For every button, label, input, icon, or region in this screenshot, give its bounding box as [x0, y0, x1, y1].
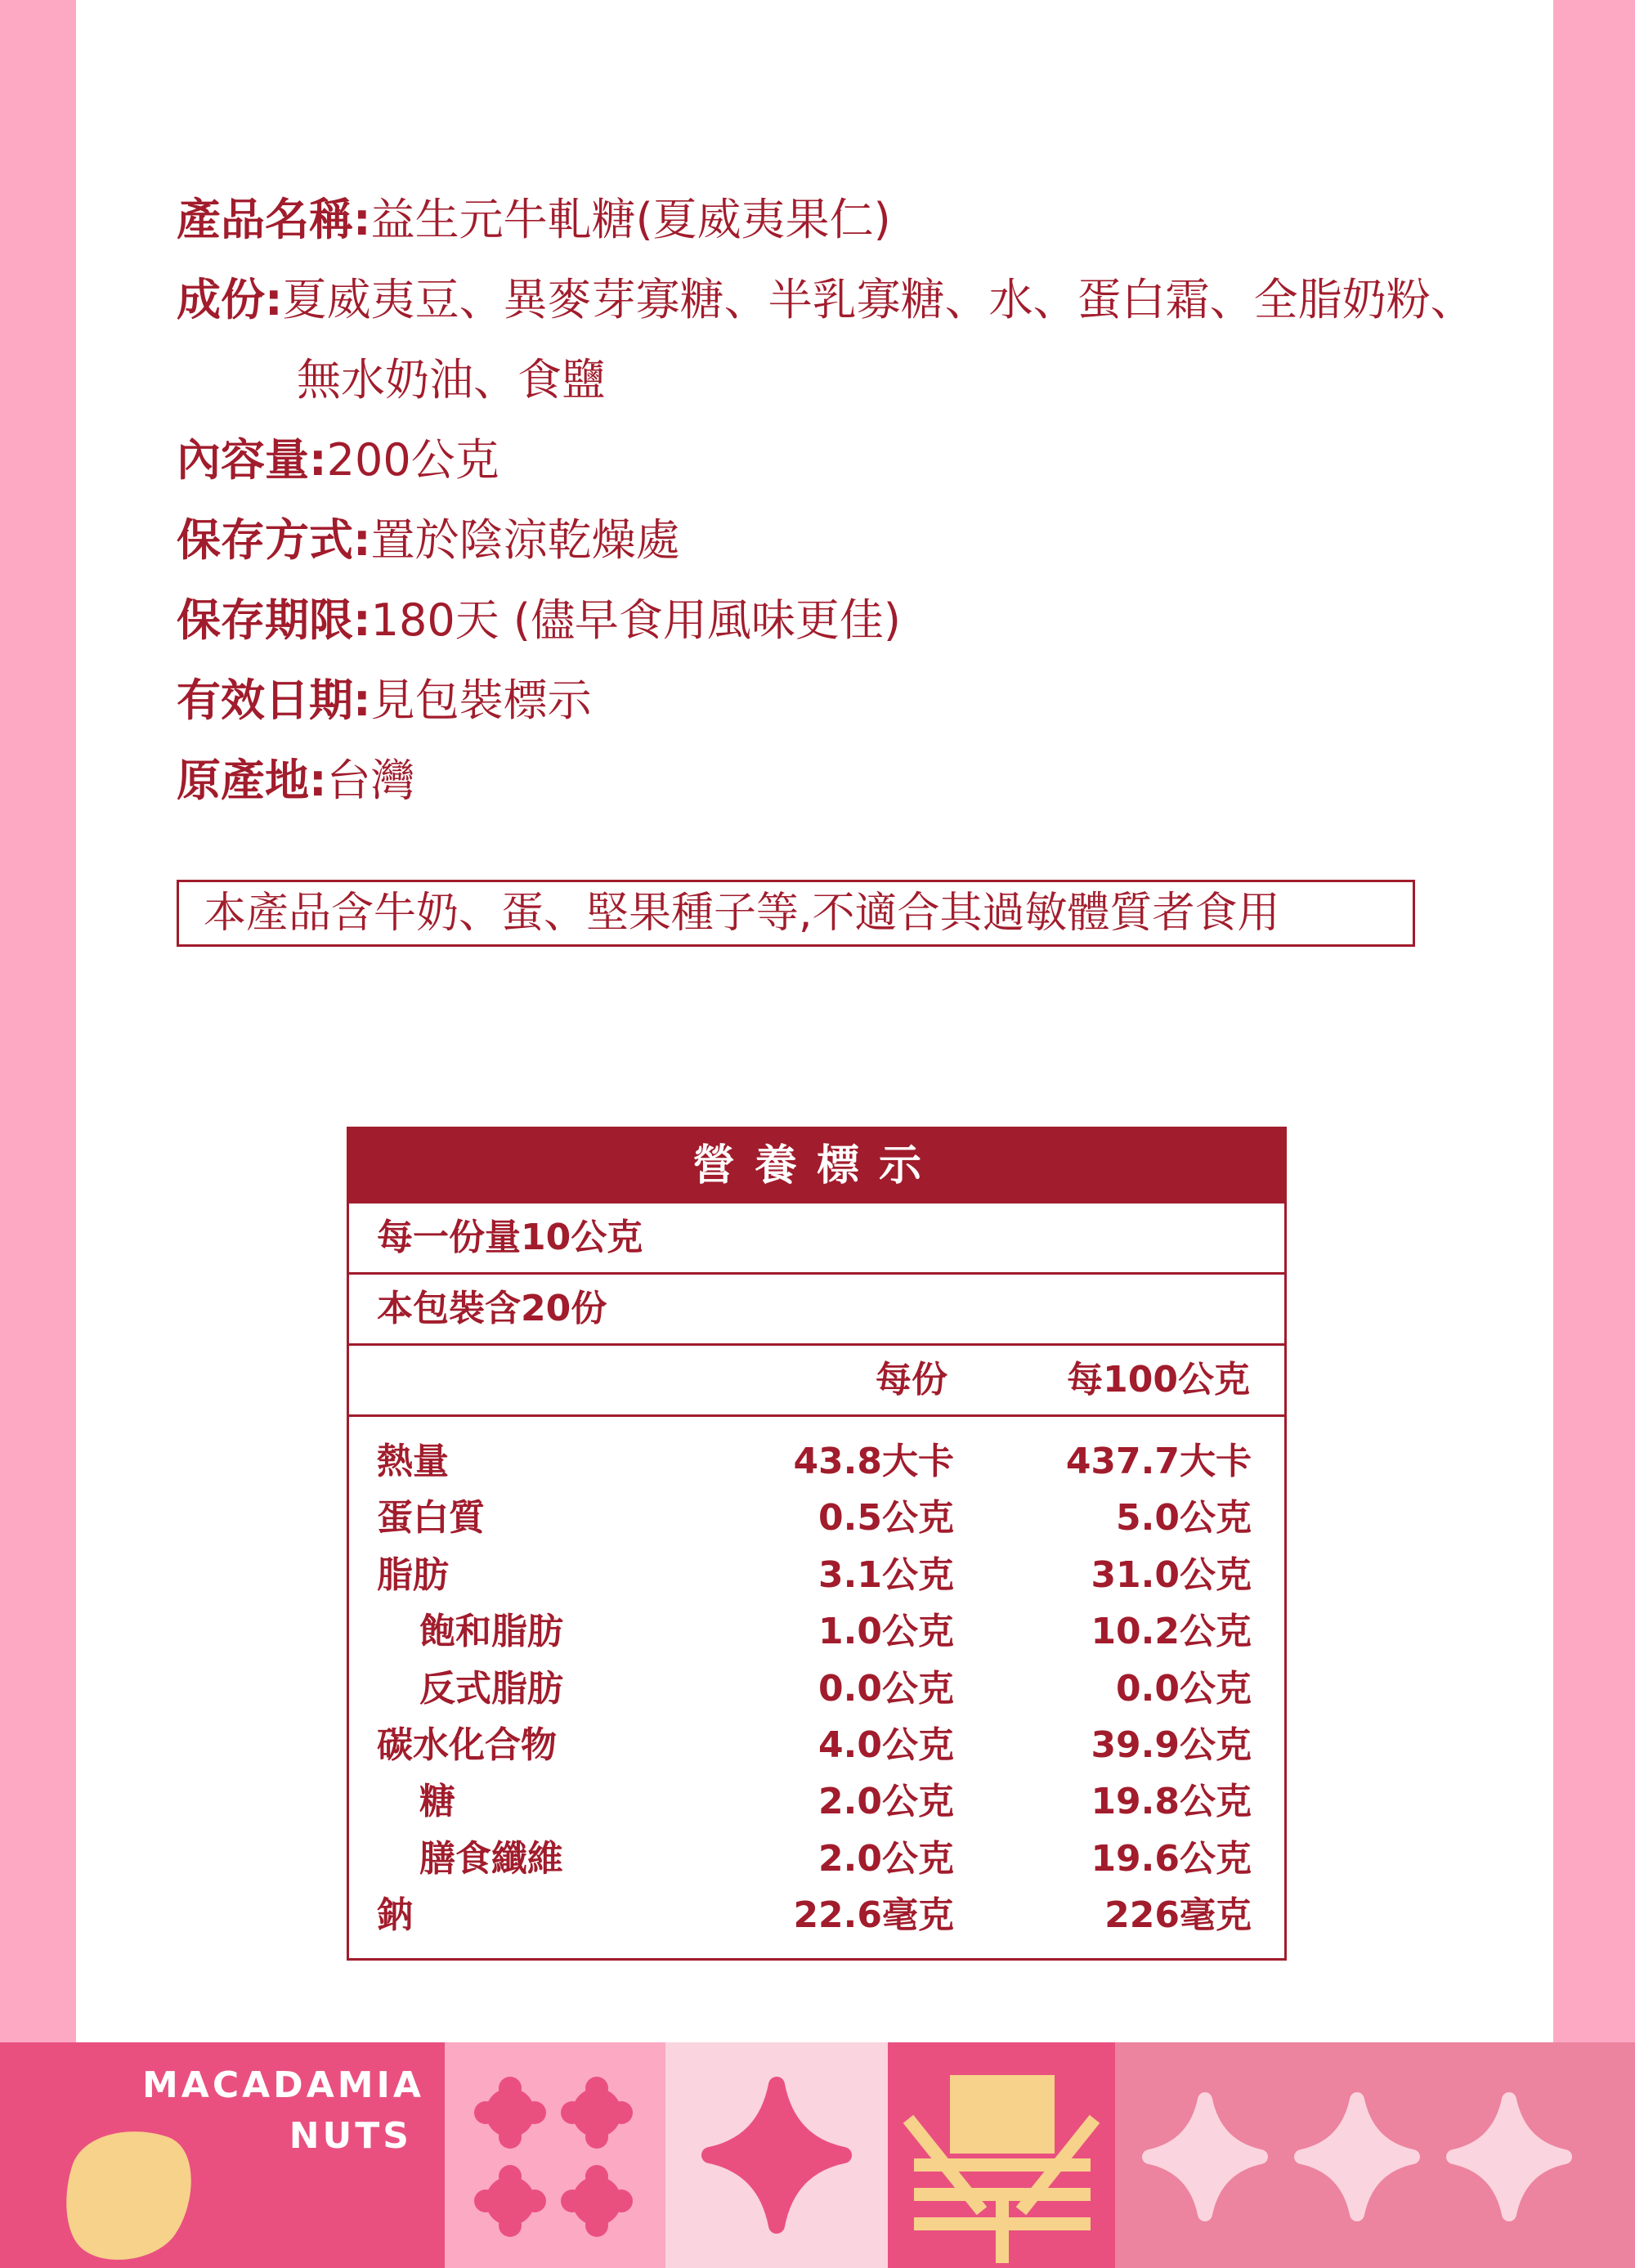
ingredients-continuation-row — [177, 340, 1525, 420]
shelf-life-value: 180天 (儘早食用風味更佳) — [370, 594, 901, 646]
brand-line-macadamia: MACADAMIA — [142, 2064, 424, 2106]
nutrition-row-protein — [349, 1490, 1284, 1546]
per-serving-value: 3.1公克 — [818, 1553, 954, 1596]
left-pink-border — [0, 0, 76, 2044]
per-100g-value: 10.2公克 — [1091, 1611, 1252, 1653]
nutrition-facts-table — [347, 1127, 1287, 1961]
nutrition-row-saturated-fat — [349, 1603, 1284, 1660]
allergen-notice: 本產品含牛奶、蛋、堅果種子等,不適合其過敏體質者食用 — [177, 880, 1415, 947]
flower-cluster-icon — [445, 2042, 665, 2268]
decorative-banner — [0, 2042, 1635, 2268]
per-serving-value: 1.0公克 — [818, 1611, 954, 1653]
per-100g-value: 437.7大卡 — [1065, 1441, 1252, 1482]
nutrient-name: 飽和脂肪 — [419, 1611, 563, 1653]
four-point-star-icon — [665, 2042, 888, 2268]
expiry-row — [177, 661, 1525, 741]
nutrition-row-calories — [349, 1433, 1284, 1490]
banner-star-panel — [665, 2042, 888, 2268]
per-serving-value: 2.0公克 — [818, 1781, 954, 1823]
storage-label: 保存方式: — [177, 514, 371, 566]
brand-line-nuts: NUTS — [289, 2115, 412, 2157]
shelf-life-label: 保存期限: — [177, 594, 371, 646]
nutrition-row-trans-fat — [349, 1661, 1284, 1717]
nutrition-row-sugar — [349, 1773, 1284, 1830]
origin-label: 原產地: — [177, 755, 327, 806]
banner-brand-panel — [0, 2042, 445, 2268]
right-pink-border — [1553, 0, 1635, 2044]
servings-per-package: 本包裝含20份 — [349, 1275, 1284, 1346]
per-100g-value: 39.9公克 — [1091, 1723, 1252, 1766]
nutrition-row-dietary-fiber — [349, 1831, 1284, 1887]
origin-value: 台灣 — [326, 755, 415, 806]
nutrient-name: 蛋白質 — [377, 1497, 485, 1540]
per-serving-value: 43.8大卡 — [793, 1441, 954, 1482]
expiry-value: 見包裝標示 — [370, 675, 592, 726]
product-name-row — [177, 180, 1525, 260]
storage-row — [177, 500, 1525, 580]
per-serving-value: 2.0公克 — [818, 1837, 954, 1880]
product-name-value: 益生元牛軋糖(夏威夷果仁) — [370, 194, 891, 245]
storage-value: 置於陰涼乾燥處 — [370, 514, 680, 566]
banner-flower-panel — [445, 2042, 665, 2268]
nutrition-row-carbohydrate — [349, 1717, 1284, 1773]
per-100g-value: 0.0公克 — [1116, 1667, 1252, 1710]
nutrient-name: 脂肪 — [377, 1553, 449, 1596]
per-100g-value: 19.8公克 — [1091, 1781, 1252, 1823]
nutrient-name: 反式脂肪 — [419, 1667, 563, 1710]
per-100g-value: 19.6公克 — [1091, 1837, 1252, 1880]
per-100g-value: 5.0公克 — [1116, 1497, 1252, 1540]
shelf-life-row — [177, 580, 1525, 661]
product-name-label: 產品名稱: — [177, 194, 371, 245]
ingredients-value-continued: 無水奶油、食鹽 — [297, 354, 606, 406]
per-100g-value: 226毫克 — [1104, 1894, 1252, 1937]
origin-row — [177, 741, 1525, 821]
brand-text — [142, 2060, 424, 2162]
per-serving-value: 22.6毫克 — [793, 1894, 954, 1937]
per-100g-value: 31.0公克 — [1091, 1553, 1252, 1596]
ingredients-label: 成份: — [177, 274, 283, 325]
per-serving-value: 0.5公克 — [818, 1497, 954, 1540]
nutrition-row-sodium — [349, 1887, 1284, 1943]
product-info — [177, 180, 1525, 821]
ingredients-row — [177, 260, 1525, 340]
nougat-candy-icon — [888, 2042, 1115, 2268]
net-weight-label: 內容量: — [177, 434, 327, 486]
nutrient-name: 鈉 — [377, 1894, 413, 1937]
nutrient-name: 膳食纖維 — [419, 1837, 563, 1880]
banner-stars-row-panel — [1115, 2042, 1635, 2268]
nutrition-column-header — [349, 1346, 1284, 1417]
nutrition-title: 營養標示 — [349, 1129, 1284, 1203]
three-stars-icon — [1115, 2042, 1635, 2268]
per-serving-header: 每份 — [876, 1359, 947, 1401]
net-weight-row — [177, 420, 1525, 500]
expiry-label: 有效日期: — [177, 675, 371, 726]
nutrient-name: 糖 — [419, 1781, 455, 1823]
serving-size: 每一份量10公克 — [349, 1203, 1284, 1275]
per-serving-value: 4.0公克 — [818, 1723, 954, 1766]
per-serving-value: 0.0公克 — [818, 1667, 954, 1710]
nutrition-rows — [349, 1417, 1284, 1944]
nutrient-name: 碳水化合物 — [377, 1723, 557, 1766]
banner-nougat-panel — [888, 2042, 1115, 2268]
ingredients-value: 夏威夷豆、異麥芽寡糖、半乳寡糖、水、蛋白霜、全脂奶粉、 — [282, 274, 1475, 325]
per-100g-header: 每100公克 — [1067, 1359, 1250, 1401]
nutrient-name: 熱量 — [377, 1441, 449, 1482]
nutrition-row-fat — [349, 1547, 1284, 1603]
net-weight-value: 200公克 — [326, 434, 499, 486]
